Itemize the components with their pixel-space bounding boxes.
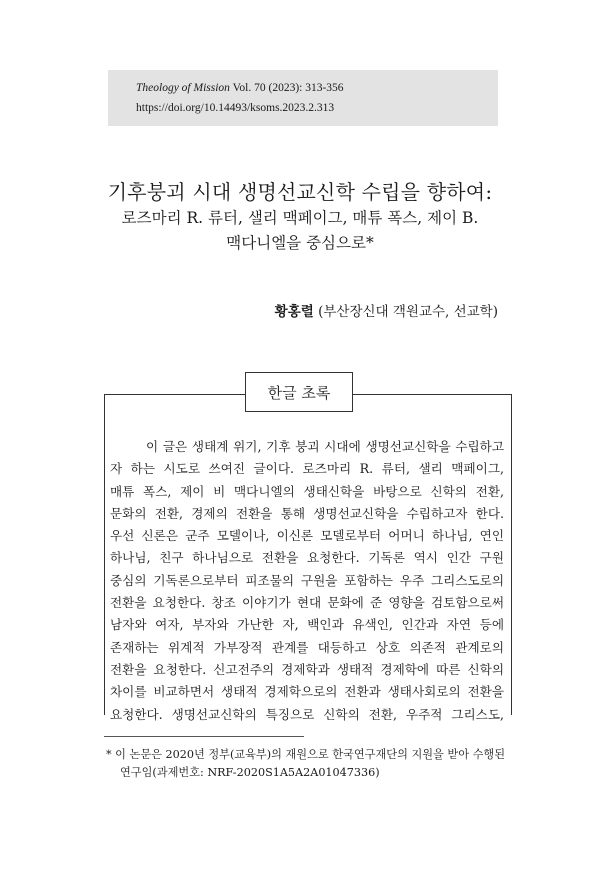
abstract-line: 매튜 폭스, 제이 비 맥다니엘의 생태신학을 바탕으로 신학의 전환, [110, 483, 504, 499]
footnote-line: * 이 논문은 2020년 정부(교육부)의 재원으로 한국연구재단의 지원을 받아 수행된 [106, 748, 506, 761]
article-subtitle-line2: 맥다니엘을 중심으로* [226, 234, 374, 252]
abstract-line: 문화의 전환, 경제의 전환을 통해 생명선교신학을 수립하고자 한다. [110, 505, 504, 521]
abstract-line: 전환을 요청한다. 신고전주의 경제학과 생태적 경제학에 따른 신학의 [110, 661, 504, 677]
abstract-line: 전환을 요청한다. 창조 이야기가 현대 문화에 준 영향을 검토함으로써 [110, 595, 504, 611]
abstract-line: 자 하는 시도로 쓰여진 글이다. 로즈마리 R. 류터, 샐리 맥페이그, [110, 461, 504, 477]
footnote-line: 연구임(과제번호: NRF-2020S1A5A2A01047336) [120, 766, 380, 779]
article-subtitle-line1: 로즈마리 R. 류터, 샐리 맥페이그, 매튜 폭스, 제이 B. [121, 209, 479, 227]
journal-name: Theology of Mission [136, 82, 230, 94]
abstract-line: 남자와 여자, 부자와 가난한 자, 백인과 유색인, 인간과 자연 등에 [110, 617, 504, 633]
abstract-line: 하나님, 친구 하나님으로 전환을 요청한다. 기독론 역시 인간 구원 [110, 550, 504, 566]
author-name: 황홍렬 [274, 304, 314, 320]
abstract-line: 존재하는 위계적 가부장적 관계를 대등하고 상호 의존적 관계로의 [110, 639, 504, 655]
article-title: 기후붕괴 시대 생명선교신학 수립을 향하여: [107, 180, 493, 204]
footnote-divider [104, 736, 304, 737]
footnote [106, 746, 516, 782]
volume-info: Vol. 70 (2023): 313-356 [232, 82, 344, 94]
abstract-line: 차이를 비교하면서 생태적 경제학으로의 전환과 생태사회로의 전환을 [110, 684, 504, 700]
author-line [275, 300, 498, 320]
abstract-line: 이 글은 생태계 위기, 기후 붕괴 시대에 생명선교신학을 수립하고 [146, 439, 504, 454]
abstract-line: 중심의 기독론으로부터 피조물의 구원을 포함하는 우주 그리스도로의 [110, 572, 504, 588]
abstract-line: 요청한다. 생명선교신학의 특징으로 신학의 전환, 우주적 그리스도, [110, 706, 504, 722]
abstract-label: 한글 초록 [245, 372, 353, 412]
abstract-line: 우선 신론은 군주 모델이나, 이신론 모델로부터 어머니 하나님, 연인 [110, 528, 504, 544]
journal-citation [136, 82, 344, 94]
author-affiliation: (부산장신대 객원교수, 선교학) [318, 304, 498, 320]
doi-link[interactable]: https://doi.org/10.14493/ksoms.2023.2.313 [136, 102, 335, 114]
journal-header-box [108, 70, 498, 126]
abstract-body [110, 436, 504, 726]
